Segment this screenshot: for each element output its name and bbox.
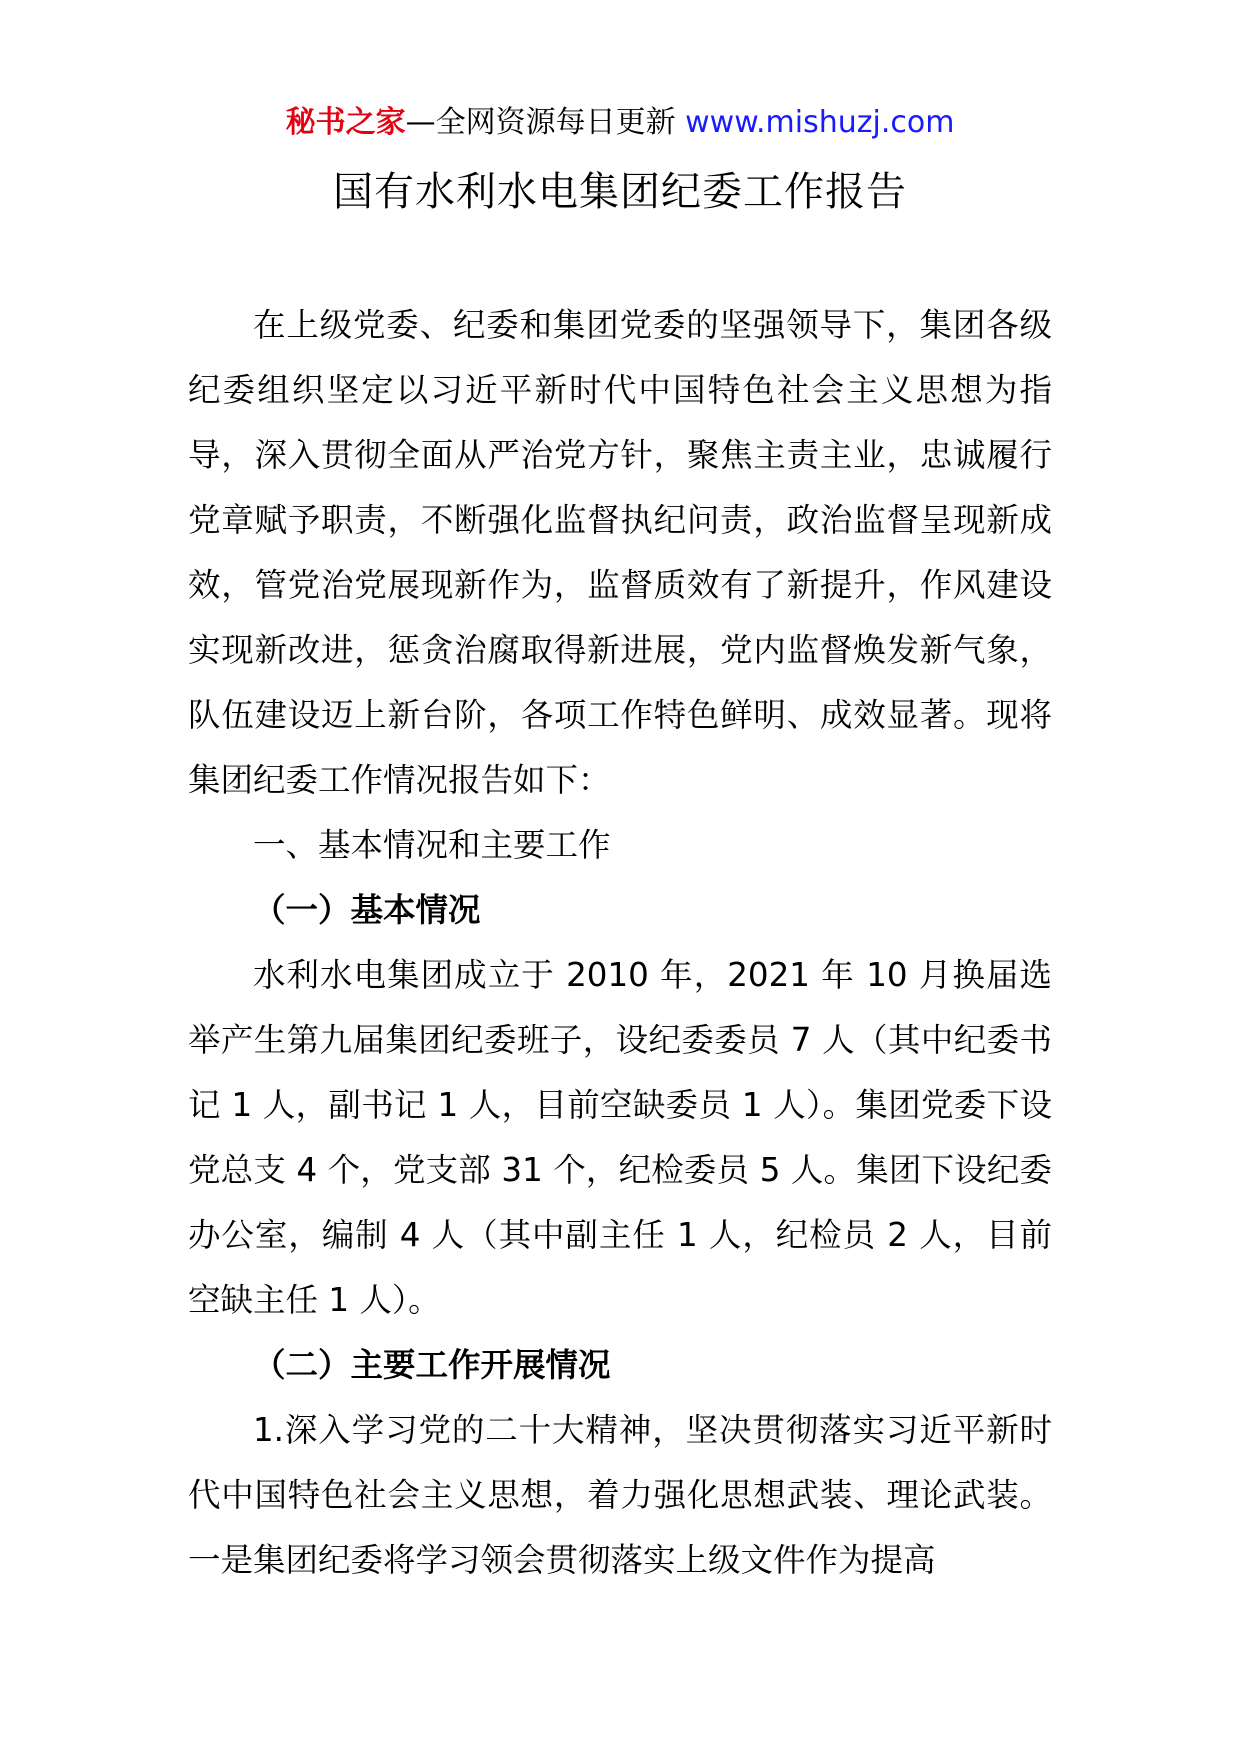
site-banner [0, 100, 1240, 146]
main-work-paragraph: 1.深入学习党的二十大精神，坚决贯彻落实习近平新时代中国特色社会主义思想，着力强化思想武装、理论武装。一是集团纪委将学习领会贯彻落实上级文件作为提高 [188, 1411, 1052, 1579]
brand-name: 秘书之家 [285, 105, 406, 140]
site-url-link[interactable]: www.mishuzj.com [685, 105, 955, 140]
subsection-heading-main-work: （二）主要工作开展情况 [253, 1346, 611, 1384]
banner-tagline: —全网资源每日更新 [405, 105, 686, 140]
section-heading-1: 一、基本情况和主要工作 [253, 826, 611, 864]
subsection-heading-basic: （一）基本情况 [253, 891, 481, 929]
basic-situation-paragraph: 水利水电集团成立于 2010 年，2021 年 10 月换届选举产生第九届集团纪委班子，设纪委委员 7 人（其中纪委书记 1 人，副书记 1 人，目前空缺委员 1 人）。集团党委下设党总支 4 个，党支部 31 个，纪检委员 5 人。集团下设纪委办公室，编制 4 人（其中副主任 1 人，纪检员 2 人，目前空缺主任 1 人）。 [188, 956, 1052, 1319]
document-body [188, 293, 1052, 1593]
document-title: 国有水利水电集团纪委工作报告 [333, 169, 907, 215]
intro-paragraph: 在上级党委、纪委和集团党委的坚强领导下，集团各级纪委组织坚定以习近平新时代中国特色社会主义思想为指导，深入贯彻全面从严治党方针，聚焦主责主业，忠诚履行党章赋予职责，不断强化监督执纪问责，政治监督呈现新成效，管党治党展现新作为，监督质效有了新提升，作风建设实现新改进，惩贪治腐取得新进展，党内监督焕发新气象，队伍建设迈上新台阶，各项工作特色鲜明、成效显著。现将集团纪委工作情况报告如下： [188, 306, 1052, 799]
